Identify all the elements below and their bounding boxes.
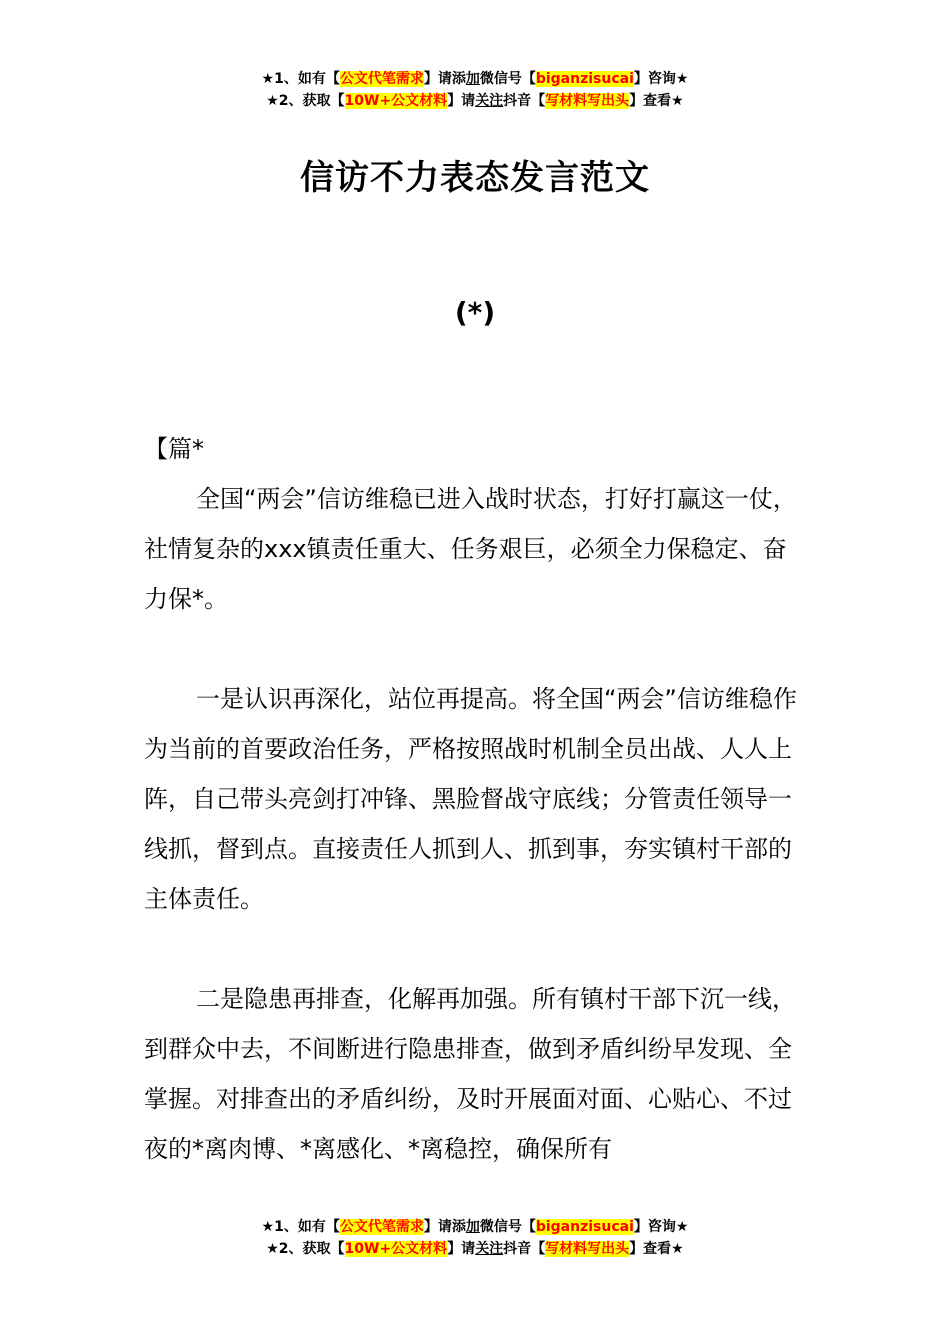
footer-banner	[0, 1216, 950, 1260]
banner-text: 微信号【	[479, 1219, 536, 1235]
banner-text: ★1、如有【	[261, 71, 340, 87]
banner-line-1	[0, 68, 950, 90]
banner-text: 抖音【	[503, 1241, 546, 1257]
banner-line-2	[0, 1238, 950, 1260]
banner-text: 微信号【	[479, 71, 536, 87]
banner-highlight: 写材料写出头	[545, 1241, 630, 1257]
banner-underlined: 加	[465, 71, 480, 87]
banner-highlight: biganzisucai	[535, 1219, 634, 1235]
banner-text: 】查看★	[629, 1241, 684, 1257]
banner-text: 】请	[447, 1241, 476, 1257]
banner-text: 抖音【	[503, 93, 546, 109]
banner-text: 】请添	[423, 71, 466, 87]
banner-text: 】咨询★	[633, 71, 689, 87]
banner-underlined: 关注	[475, 1241, 504, 1257]
paragraph: 二是隐患再排查，化解再加强。所有镇村干部下沉一线，到群众中去，不间断进行隐患排查，做到矛盾纠纷早发现、全掌握。对排查出的矛盾纠纷，及时开展面对面、心贴心、不过夜的*离肉博、*离感化、*离稳控，确保所有	[144, 985, 796, 1163]
banner-line-1	[0, 1216, 950, 1238]
banner-highlight: biganzisucai	[535, 71, 634, 87]
banner-text: ★1、如有【	[261, 1219, 340, 1235]
banner-line-2	[0, 90, 950, 112]
banner-text: 】咨询★	[633, 1219, 689, 1235]
paragraph: 全国“两会”信访维稳已进入战时状态，打好打赢这一仗，社情复杂的xxx镇责任重大、任务艰巨，必须全力保稳定、奋力保*。	[144, 485, 797, 613]
banner-text: 】请	[447, 93, 476, 109]
banner-highlight: 公文代笔需求	[339, 1219, 424, 1235]
banner-text: ★2、获取【	[266, 93, 345, 109]
banner-underlined: 加	[465, 1219, 480, 1235]
banner-highlight: 10W+公文材料	[344, 1241, 448, 1257]
header-banner	[0, 68, 950, 112]
banner-highlight: 公文代笔需求	[339, 71, 424, 87]
banner-underlined: 关注	[475, 93, 504, 109]
banner-text: 】请添	[423, 1219, 466, 1235]
document-body	[144, 424, 809, 1174]
paragraph: 一是认识再深化，站位再提高。将全国“两会”信访维稳作为当前的首要政治任务，严格按照战时机制全员出战、人人上阵，自己带头亮剑打冲锋、黑脸督战守底线；分管责任领导一线抓，督到点。直接责任人抓到人、抓到事，夯实镇村干部的主体责任。	[144, 685, 797, 913]
document-title: 信访不力表态发言范文	[300, 158, 650, 198]
banner-text: 】查看★	[629, 93, 684, 109]
banner-highlight: 写材料写出头	[545, 93, 630, 109]
banner-highlight: 10W+公文材料	[344, 93, 448, 109]
document-subtitle: (*)	[454, 296, 496, 329]
section-label: 【篇*	[144, 435, 204, 463]
banner-text: ★2、获取【	[266, 1241, 345, 1257]
